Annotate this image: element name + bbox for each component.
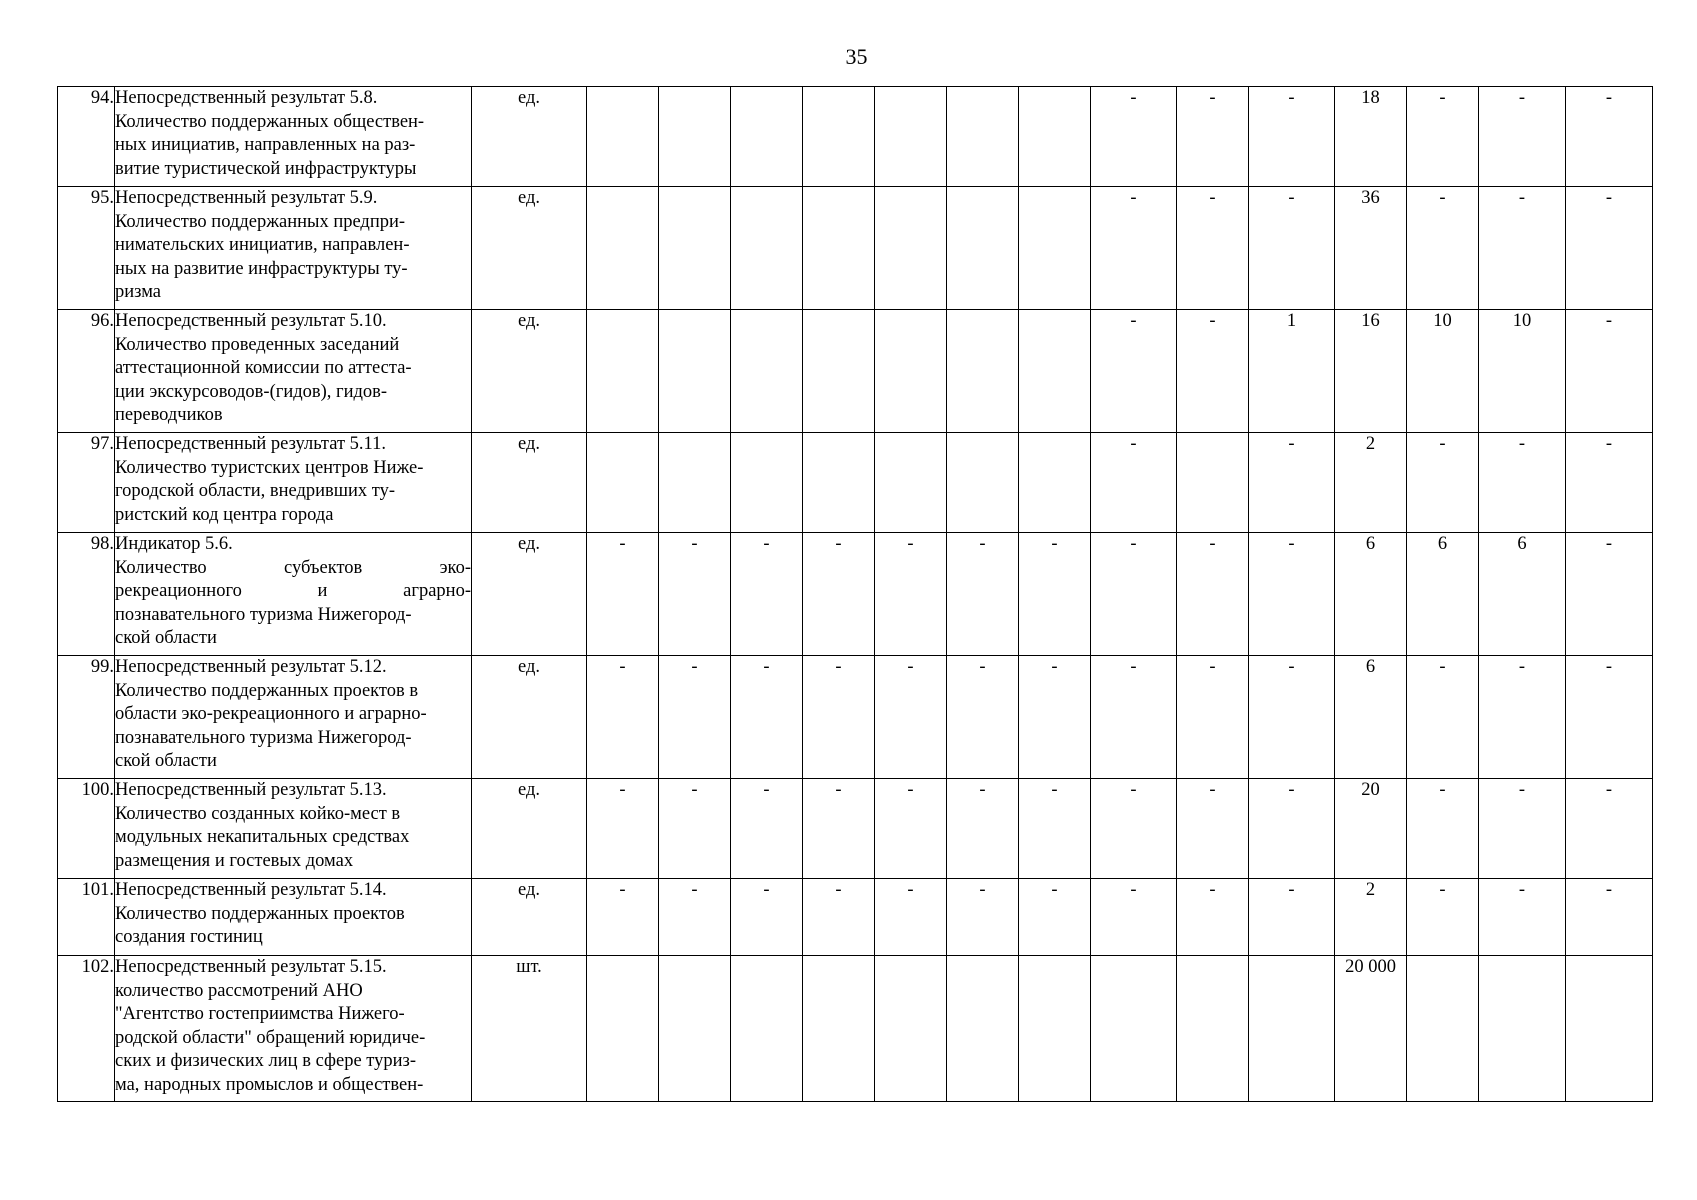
value-cell: -	[1177, 187, 1249, 310]
description-line: Непосредственный результат 5.13.	[115, 780, 387, 800]
description-line: Непосредственный результат 5.15.	[115, 957, 387, 977]
row-number: 96.	[58, 310, 115, 433]
value-cell: -	[875, 533, 947, 656]
row-number: 95.	[58, 187, 115, 310]
value-cell	[875, 187, 947, 310]
value-cell: 2	[1335, 879, 1407, 956]
value-cell: -	[1407, 879, 1479, 956]
value-cell	[587, 956, 659, 1102]
value-cell: -	[587, 533, 659, 656]
unit-cell: ед.	[472, 879, 587, 956]
value-cell: -	[1566, 187, 1653, 310]
value-cell: -	[1177, 533, 1249, 656]
indicator-description	[115, 656, 472, 779]
value-cell: -	[659, 879, 731, 956]
value-cell: -	[1407, 187, 1479, 310]
value-cell: -	[731, 779, 803, 879]
value-cell	[587, 187, 659, 310]
value-cell	[1566, 956, 1653, 1102]
value-cell: -	[803, 779, 875, 879]
description-line: ристский код центра города	[115, 504, 334, 525]
value-cell: -	[1177, 656, 1249, 779]
page-number: 35	[845, 44, 868, 69]
value-cell: -	[1019, 656, 1091, 779]
description-line: переводчиков	[115, 405, 223, 425]
value-cell: -	[1091, 879, 1177, 956]
description-line: Непосредственный результат 5.9.	[115, 188, 378, 208]
description-line: нимательских инициатив, направлен-	[115, 235, 410, 255]
description-line: Количество созданных койко-мест в	[115, 803, 401, 824]
value-cell: -	[1249, 433, 1335, 533]
value-cell: -	[587, 779, 659, 879]
unit-cell: ед.	[472, 533, 587, 656]
value-cell: -	[659, 779, 731, 879]
description-line: ских и физических лиц в сфере туриз-	[115, 1051, 416, 1071]
value-cell	[1249, 956, 1335, 1102]
description-line: Непосредственный результат 5.10.	[115, 311, 387, 331]
value-cell	[731, 87, 803, 187]
value-cell	[659, 310, 731, 433]
value-cell: -	[1091, 87, 1177, 187]
value-cell: -	[1479, 433, 1566, 533]
value-cell	[1019, 310, 1091, 433]
value-cell: -	[731, 533, 803, 656]
value-cell: -	[1177, 310, 1249, 433]
value-cell: 6	[1335, 656, 1407, 779]
value-cell: -	[1479, 656, 1566, 779]
row-number: 97.	[58, 433, 115, 533]
value-cell	[659, 187, 731, 310]
value-cell: -	[1249, 87, 1335, 187]
value-cell: 16	[1335, 310, 1407, 433]
value-cell	[803, 956, 875, 1102]
value-cell	[1177, 956, 1249, 1102]
value-cell	[803, 187, 875, 310]
value-cell	[1019, 956, 1091, 1102]
description-line: Количество поддержанных проектов	[115, 903, 405, 924]
value-cell	[731, 187, 803, 310]
description-line: ской области	[115, 751, 217, 771]
row-number: 101.	[58, 879, 115, 956]
unit-cell: ед.	[472, 656, 587, 779]
value-cell: 20 000	[1335, 956, 1407, 1102]
value-cell: -	[1019, 879, 1091, 956]
value-cell	[731, 433, 803, 533]
description-line: Количество туристских центров Ниже-	[115, 457, 424, 478]
table-body	[58, 87, 1653, 1102]
value-cell: -	[1249, 779, 1335, 879]
value-cell: -	[1479, 779, 1566, 879]
value-cell: 10	[1479, 310, 1566, 433]
value-cell: -	[1091, 433, 1177, 533]
value-cell: 6	[1407, 533, 1479, 656]
value-cell	[875, 310, 947, 433]
value-cell: -	[1479, 87, 1566, 187]
value-cell: -	[1566, 879, 1653, 956]
description-line: Непосредственный результат 5.14.	[115, 880, 387, 900]
value-cell	[875, 87, 947, 187]
value-cell	[947, 310, 1019, 433]
value-cell: -	[1566, 533, 1653, 656]
description-line: модульных некапитальных средствах	[115, 827, 410, 847]
description-line: области эко-рекреационного и аграрно-	[115, 704, 427, 724]
value-cell	[1177, 433, 1249, 533]
table-row	[58, 779, 1653, 879]
value-cell: -	[1479, 879, 1566, 956]
value-cell	[731, 956, 803, 1102]
table-row	[58, 656, 1653, 779]
value-cell: -	[1566, 779, 1653, 879]
row-number: 100.	[58, 779, 115, 879]
value-cell: -	[1249, 879, 1335, 956]
row-number: 98.	[58, 533, 115, 656]
value-cell: -	[1091, 187, 1177, 310]
value-cell	[803, 87, 875, 187]
value-cell: -	[1177, 87, 1249, 187]
description-line: Количество поддержанных предпри-	[115, 211, 406, 232]
description-line: родской области" обращений юридиче-	[115, 1027, 426, 1048]
value-cell: -	[1019, 779, 1091, 879]
value-cell: -	[947, 533, 1019, 656]
value-cell: 10	[1407, 310, 1479, 433]
description-line: количество рассмотрений АНО	[115, 980, 363, 1001]
unit-cell: ед.	[472, 87, 587, 187]
value-cell: -	[1566, 433, 1653, 533]
value-cell: -	[875, 779, 947, 879]
value-cell	[1479, 956, 1566, 1102]
indicator-description	[115, 87, 472, 187]
row-number: 102.	[58, 956, 115, 1102]
value-cell: -	[731, 879, 803, 956]
value-cell: -	[803, 656, 875, 779]
value-cell	[875, 433, 947, 533]
table-row	[58, 187, 1653, 310]
value-cell: -	[803, 533, 875, 656]
value-cell: 6	[1479, 533, 1566, 656]
description-line: Количество поддержанных проектов в	[115, 680, 419, 701]
value-cell: -	[1091, 533, 1177, 656]
value-cell: -	[1249, 187, 1335, 310]
description-line: городской области, внедривших ту-	[115, 481, 396, 501]
unit-cell: ед.	[472, 779, 587, 879]
value-cell: -	[1019, 533, 1091, 656]
description-line: витие туристической инфраструктуры	[115, 158, 417, 179]
value-cell	[659, 956, 731, 1102]
value-cell	[1019, 433, 1091, 533]
description-line: ма, народных промыслов и обществен-	[115, 1074, 424, 1095]
indicator-description	[115, 187, 472, 310]
indicator-description	[115, 956, 472, 1102]
value-cell	[587, 310, 659, 433]
table-row	[58, 310, 1653, 433]
indicator-description	[115, 879, 472, 956]
row-number: 99.	[58, 656, 115, 779]
indicators-table	[57, 86, 1653, 1102]
description-line: ных на развитие инфраструктуры ту-	[115, 258, 408, 279]
table-row	[58, 879, 1653, 956]
table-row	[58, 87, 1653, 187]
value-cell: -	[1249, 533, 1335, 656]
value-cell: -	[587, 879, 659, 956]
description-line: познавательного туризма Нижегород-	[115, 727, 412, 748]
description-line: размещения и гостевых домах	[115, 850, 354, 871]
description-line: ской области	[115, 628, 217, 648]
table-row	[58, 533, 1653, 656]
value-cell	[947, 433, 1019, 533]
value-cell: -	[731, 656, 803, 779]
description-line: Количество проведенных заседаний	[115, 334, 400, 355]
description-line: Непосредственный результат 5.12.	[115, 657, 387, 677]
value-cell	[1019, 87, 1091, 187]
unit-cell: ед.	[472, 310, 587, 433]
value-cell	[947, 956, 1019, 1102]
unit-cell: ед.	[472, 187, 587, 310]
value-cell: -	[1091, 656, 1177, 779]
value-cell: -	[1566, 656, 1653, 779]
description-line: ции экскурсоводов-(гидов), гидов-	[115, 381, 388, 402]
value-cell	[947, 187, 1019, 310]
indicator-description	[115, 533, 472, 656]
value-cell: -	[1479, 187, 1566, 310]
value-cell: 1	[1249, 310, 1335, 433]
value-cell: -	[659, 656, 731, 779]
value-cell: 2	[1335, 433, 1407, 533]
value-cell: -	[1566, 87, 1653, 187]
value-cell	[659, 433, 731, 533]
value-cell	[875, 956, 947, 1102]
value-cell	[947, 87, 1019, 187]
description-line: ризма	[115, 282, 161, 302]
value-cell: 36	[1335, 187, 1407, 310]
description-line: Непосредственный результат 5.8.	[115, 88, 378, 108]
value-cell: -	[803, 879, 875, 956]
value-cell: -	[1091, 310, 1177, 433]
value-cell: -	[947, 656, 1019, 779]
value-cell: -	[875, 656, 947, 779]
description-line: аттестационной комиссии по аттеста-	[115, 358, 412, 378]
value-cell: -	[1177, 879, 1249, 956]
value-cell: -	[1566, 310, 1653, 433]
value-cell: 20	[1335, 779, 1407, 879]
table-row	[58, 433, 1653, 533]
value-cell: -	[947, 879, 1019, 956]
value-cell: -	[875, 879, 947, 956]
description-line: Индикатор 5.6.	[115, 534, 233, 554]
description-line: создания гостиниц	[115, 927, 263, 947]
value-cell: 6	[1335, 533, 1407, 656]
description-line: Количество поддержанных обществен-	[115, 111, 425, 132]
unit-cell: шт.	[472, 956, 587, 1102]
indicator-description	[115, 310, 472, 433]
value-cell: -	[587, 656, 659, 779]
value-cell	[1407, 956, 1479, 1102]
value-cell	[731, 310, 803, 433]
value-cell	[803, 310, 875, 433]
value-cell: -	[1091, 779, 1177, 879]
value-cell	[587, 433, 659, 533]
table-row	[58, 956, 1653, 1102]
description-line: ных инициатив, направленных на раз-	[115, 135, 416, 155]
description-line: познавательного туризма Нижегород-	[115, 604, 412, 625]
value-cell	[803, 433, 875, 533]
row-number: 94.	[58, 87, 115, 187]
description-line: Количество субъектов эко-	[115, 557, 471, 578]
value-cell: -	[1249, 656, 1335, 779]
value-cell	[1091, 956, 1177, 1102]
unit-cell: ед.	[472, 433, 587, 533]
value-cell: -	[1407, 87, 1479, 187]
indicator-description	[115, 779, 472, 879]
value-cell: -	[1177, 779, 1249, 879]
value-cell: -	[1407, 779, 1479, 879]
value-cell: 18	[1335, 87, 1407, 187]
value-cell	[587, 87, 659, 187]
description-line: рекреационного и аграрно-	[115, 581, 471, 601]
value-cell: -	[947, 779, 1019, 879]
indicator-description	[115, 433, 472, 533]
value-cell: -	[659, 533, 731, 656]
description-line: "Агентство гостеприимства Нижего-	[115, 1004, 405, 1024]
description-line: Непосредственный результат 5.11.	[115, 434, 386, 454]
value-cell	[659, 87, 731, 187]
value-cell: -	[1407, 433, 1479, 533]
value-cell	[1019, 187, 1091, 310]
value-cell: -	[1407, 656, 1479, 779]
